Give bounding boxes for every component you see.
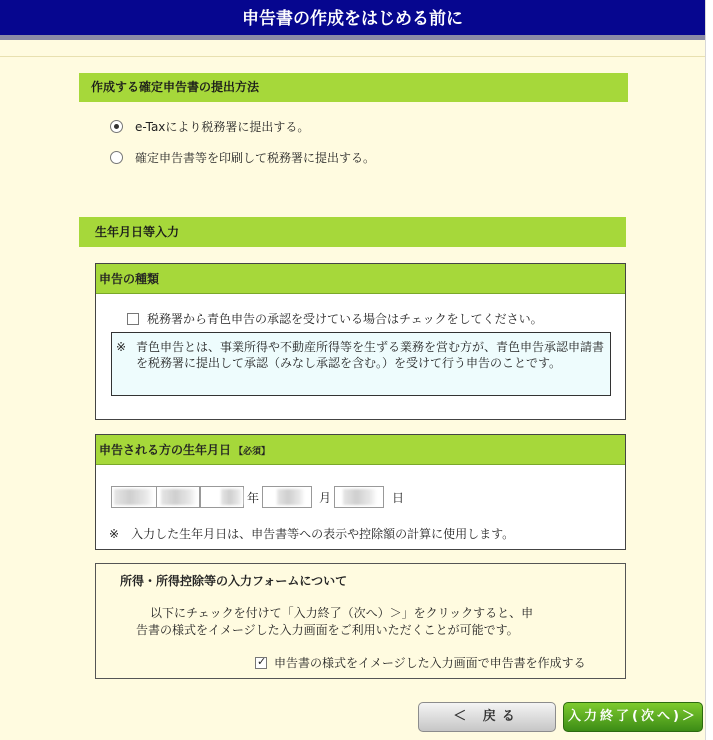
scrollbar-track[interactable] xyxy=(705,0,713,740)
day-select[interactable] xyxy=(334,486,384,508)
input-form-description-line2: 告書の様式をイメージした入力画面をご利用いただくことが可能です。 xyxy=(136,623,519,637)
note-mark: ※ xyxy=(109,527,120,541)
declaration-type-box xyxy=(95,263,626,420)
era-select[interactable] xyxy=(111,486,157,508)
form-image-checkbox-label: 申告書の様式をイメージした入力画面で申告書を作成する xyxy=(274,656,586,670)
birthdate-box xyxy=(95,434,626,550)
required-badge: 【必須】 xyxy=(234,447,271,457)
form-image-checkbox-row[interactable] xyxy=(255,654,586,671)
page-title: 申告書の作成をはじめる前に xyxy=(0,0,705,40)
input-form-description-line1: 以下にチェックを付けて「入力終了（次へ）＞」をクリックすると、申 xyxy=(150,606,534,620)
year-unit: 年 xyxy=(247,491,260,505)
radio-button[interactable] xyxy=(110,151,123,164)
day-unit: 日 xyxy=(392,491,405,505)
input-form-info-box xyxy=(95,563,626,679)
blue-return-checkbox[interactable] xyxy=(127,313,139,325)
radio-etax-label: e-Taxにより税務署に提出する。 xyxy=(135,120,310,134)
submission-method-heading: 作成する確定申告書の提出方法 xyxy=(79,73,628,102)
month-unit: 月 xyxy=(319,491,332,505)
form-image-checkbox[interactable] xyxy=(255,657,267,669)
note-mark: ※ xyxy=(116,340,127,354)
birthdate-heading-text: 申告される方の生年月日 xyxy=(99,443,232,457)
blue-return-checkbox-row[interactable] xyxy=(127,310,543,327)
radio-button-selected[interactable] xyxy=(110,120,123,133)
radio-print-label: 確定申告書等を印刷して税務署に提出する。 xyxy=(135,151,376,165)
radio-print-option[interactable] xyxy=(110,149,375,166)
next-button[interactable]: 入力終了(次へ)＞ xyxy=(563,702,703,732)
input-form-heading: 所得・所得控除等の入力フォームについて xyxy=(120,574,348,588)
blue-return-note xyxy=(111,332,611,396)
birth-section-heading: 生年月日等入力 xyxy=(79,217,626,247)
year-select[interactable] xyxy=(200,486,244,508)
birthdate-note xyxy=(109,525,514,542)
birthdate-note-text: 入力した生年月日は、申告書等への表示や控除額の計算に使用します。 xyxy=(131,527,515,541)
month-select[interactable] xyxy=(262,486,312,508)
radio-etax-option[interactable] xyxy=(110,118,309,135)
birthdate-heading xyxy=(96,435,625,465)
blue-return-note-text: 青色申告とは、事業所得や不動産所得等を生ずる業務を営む方が、青色申告承認申請書を税務署に提出して承認（みなし承認を含む。）を受けて行う申告のことです。 xyxy=(136,340,605,370)
blue-return-checkbox-label: 税務署から青色申告の承認を受けている場合はチェックをしてください。 xyxy=(147,312,543,326)
declaration-type-heading: 申告の種類 xyxy=(96,264,625,294)
back-button[interactable]: ＜ 戻る xyxy=(418,702,556,732)
divider xyxy=(0,56,705,57)
year-input[interactable] xyxy=(156,486,200,508)
